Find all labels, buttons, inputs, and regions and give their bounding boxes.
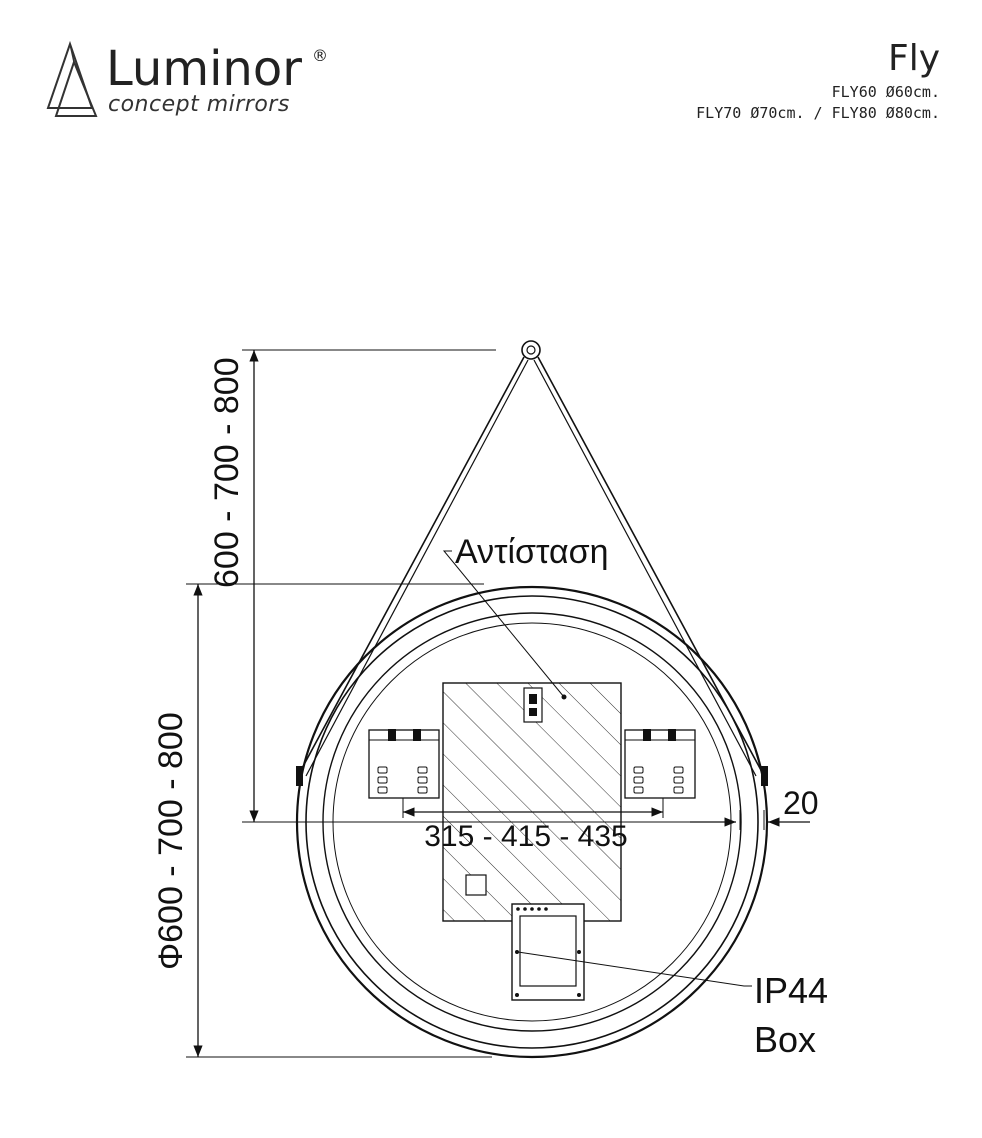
ip44-box	[512, 904, 584, 1000]
registered-mark: ®	[312, 46, 328, 65]
depth-label: 20	[783, 785, 819, 821]
box-label-box: Box	[754, 1019, 817, 1060]
box-label-ip44: IP44	[754, 970, 829, 1011]
width-label: 315 - 415 - 435	[424, 820, 628, 853]
heater-pad	[443, 683, 621, 921]
brand-name: Luminor	[106, 41, 302, 97]
product-name: Fly	[887, 38, 940, 79]
heater-label: Αντίσταση	[455, 533, 609, 571]
brand-tagline: concept mirrors	[108, 92, 290, 117]
left-bracket	[369, 729, 439, 798]
right-bracket	[625, 729, 695, 798]
diameter-label: Φ600 - 700 - 800	[152, 712, 190, 970]
spec-line-1: FLY60 Ø60cm.	[831, 83, 940, 101]
heater-leader-line	[444, 551, 564, 697]
height-label: 600 - 700 - 800	[208, 357, 246, 588]
spec-line-2: FLY70 Ø70cm. / FLY80 Ø80cm.	[696, 104, 940, 122]
